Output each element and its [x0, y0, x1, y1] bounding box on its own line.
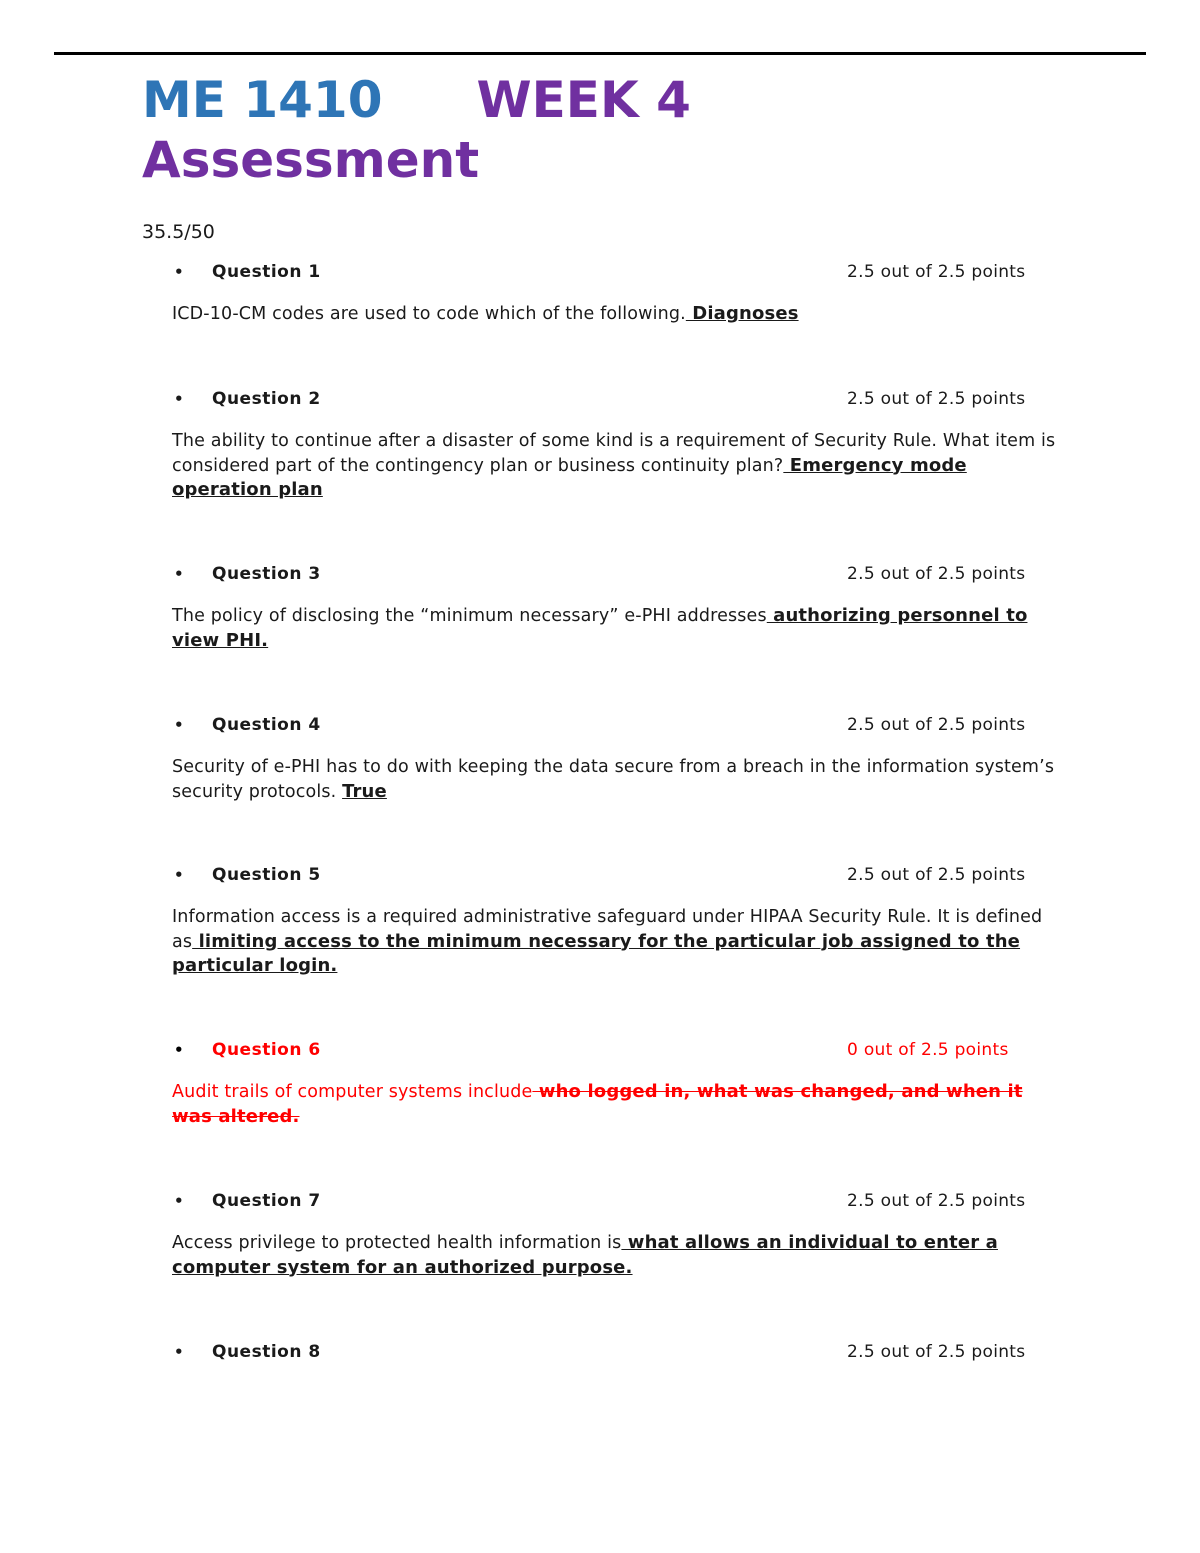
question-text-block: [172, 905, 1057, 979]
question-label: Question 4: [212, 715, 321, 735]
bullet-icon: •: [174, 1041, 184, 1059]
question-label: Question 2: [212, 389, 321, 409]
question-header: [172, 713, 1062, 737]
bullet-icon: •: [174, 1343, 184, 1361]
question-item: [172, 562, 1062, 653]
question-text-block: [172, 1080, 1057, 1129]
question-header: [172, 863, 1062, 887]
question-label: Question 8: [212, 1342, 321, 1362]
question-header: [172, 1038, 1062, 1062]
assessment-label: Assessment: [142, 131, 480, 189]
question-points: 2.5 out of 2.5 points: [847, 865, 1026, 885]
question-points: 2.5 out of 2.5 points: [847, 389, 1026, 409]
question-item: [172, 260, 1062, 327]
question-item: [172, 1038, 1062, 1129]
question-item: [172, 1340, 1062, 1364]
question-text: The ability to continue after a disaster of some kind is a requirement of Security Rule. What item is considered part of the contingency plan or business continuity plan?: [172, 431, 1056, 476]
question-text-block: [172, 1231, 1057, 1280]
week-label: WEEK 4: [476, 71, 691, 129]
bullet-icon: •: [174, 716, 184, 734]
question-points: 2.5 out of 2.5 points: [847, 1342, 1026, 1362]
question-label: Question 1: [212, 262, 321, 282]
page-title: [142, 70, 842, 190]
total-score: 35.5/50: [142, 221, 215, 243]
question-points: 2.5 out of 2.5 points: [847, 715, 1026, 735]
question-label: Question 6: [212, 1040, 321, 1060]
question-text: Access privilege to protected health information is: [172, 1233, 622, 1253]
question-text-block: [172, 429, 1057, 503]
question-text: ICD-10-CM codes are used to code which of the following.: [172, 304, 686, 324]
question-answer: limiting access to the minimum necessary for the particular job assigned to the particular login.: [172, 930, 1021, 976]
question-item: [172, 1189, 1062, 1280]
question-item: [172, 387, 1062, 503]
question-answer: authorizing personnel to view PHI.: [172, 605, 1028, 651]
question-text: Security of e-PHI has to do with keeping the data secure from a breach in the information system’s security protocols.: [172, 757, 1055, 802]
question-text: Audit trails of computer systems include: [172, 1082, 533, 1102]
question-header: [172, 387, 1062, 411]
bullet-icon: •: [174, 866, 184, 884]
course-code: ME 1410: [142, 71, 383, 129]
question-answer: Diagnoses: [685, 303, 799, 324]
question-text: Information access is a required administrative safeguard under HIPAA Security Rule. It is defined as: [172, 907, 1043, 952]
question-label: Question 3: [212, 564, 321, 584]
question-points: 0 out of 2.5 points: [847, 1040, 1009, 1060]
top-rule: [54, 52, 1146, 55]
question-points: 2.5 out of 2.5 points: [847, 564, 1026, 584]
bullet-icon: •: [174, 565, 184, 583]
question-points: 2.5 out of 2.5 points: [847, 262, 1026, 282]
question-item: [172, 863, 1062, 979]
question-answer: Emergency mode operation plan: [172, 454, 967, 500]
question-text-block: [172, 755, 1057, 804]
question-answer: who logged in, what was changed, and when it was altered.: [172, 1081, 1023, 1127]
question-answer: True: [342, 780, 387, 802]
question-label: Question 5: [212, 865, 321, 885]
question-label: Question 7: [212, 1191, 321, 1211]
question-header: [172, 1189, 1062, 1213]
question-answer: what allows an individual to enter a computer system for an authorized purpose.: [172, 1232, 998, 1278]
question-item: [172, 713, 1062, 804]
question-header: [172, 260, 1062, 284]
question-points: 2.5 out of 2.5 points: [847, 1191, 1026, 1211]
question-text-block: [172, 302, 1057, 327]
question-header: [172, 562, 1062, 586]
question-text-block: [172, 604, 1057, 653]
bullet-icon: •: [174, 263, 184, 281]
bullet-icon: •: [174, 390, 184, 408]
bullet-icon: •: [174, 1192, 184, 1210]
question-text: The policy of disclosing the “minimum necessary” e-PHI addresses: [172, 606, 767, 626]
question-header: [172, 1340, 1062, 1364]
